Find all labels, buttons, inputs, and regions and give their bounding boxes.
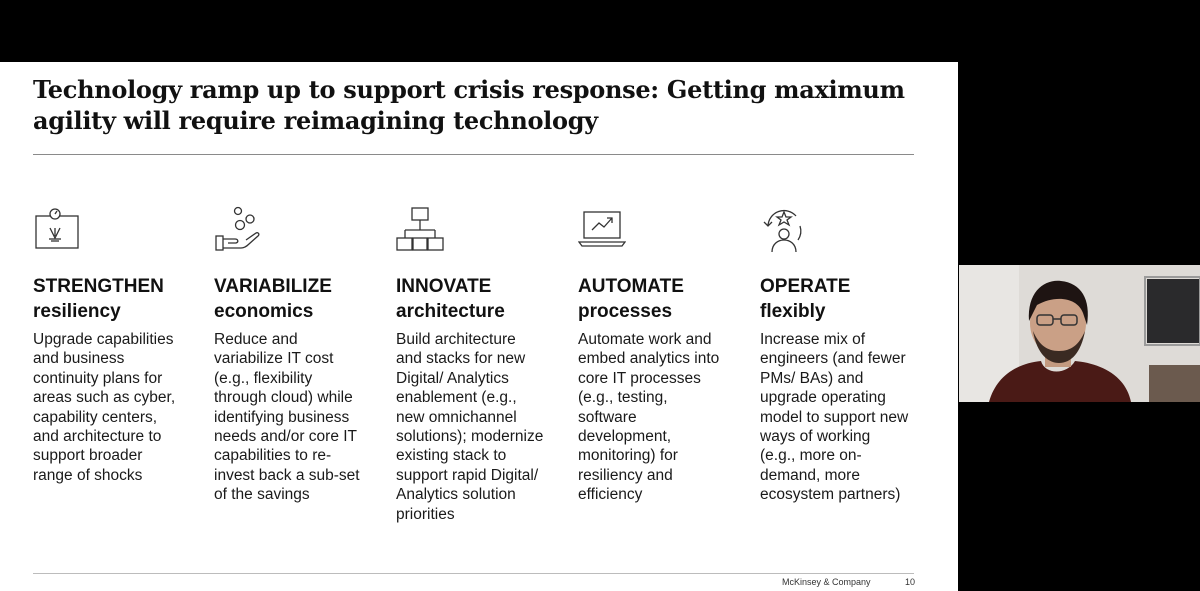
column-heading-secondary: economics (214, 301, 314, 322)
person-star-cycle-icon (760, 206, 808, 254)
column-operate (760, 206, 930, 505)
column-heading-primary: INNOVATE (396, 276, 492, 297)
column-heading-primary: OPERATE (760, 276, 851, 297)
footer-divider (33, 573, 914, 574)
slide-title: Technology ramp up to support crisis response: Getting maximum agility will require reimagining technology (33, 75, 905, 135)
laptop-trend-icon (578, 206, 626, 254)
hand-coins-icon (214, 206, 262, 254)
column-variabilize (214, 206, 384, 505)
column-heading-primary: STRENGTHEN (33, 276, 164, 297)
column-heading-primary: AUTOMATE (578, 276, 684, 297)
footer-brand: McKinsey & Company (782, 577, 871, 587)
title-divider (33, 154, 914, 155)
column-automate (578, 206, 748, 505)
monitor-gauge-icon (33, 206, 81, 254)
presenter-video-image (959, 265, 1200, 402)
page-number: 10 (905, 577, 916, 587)
column-heading-primary: VARIABILIZE (214, 276, 332, 297)
column-description: Build architecture and stacks for new Digital/ Analytics enablement (e.g., new omnichannel solutions); modernize existing stack to support rapid Digital/ Analytics solution priorities (396, 331, 544, 523)
column-description: Reduce and variabilize IT cost (e.g., flexibility through cloud) while identifying business needs and/or core IT capabilities to re- invest back a sub-set of the savings (214, 331, 360, 504)
column-heading-secondary: flexibly (760, 301, 826, 322)
column-heading-secondary: processes (578, 301, 673, 322)
column-heading-secondary: resiliency (33, 301, 121, 322)
column-heading-secondary: architecture (396, 301, 505, 322)
column-description: Upgrade capabilities and business continuity plans for areas such as cyber, capability centers, and architecture to support broader range of shocks (33, 331, 176, 484)
column-description: Increase mix of engineers (and fewer PMs/ BAs) and upgrade operating model to support new ways of working (e.g., more on- demand, more ecosystem partners) (760, 331, 909, 504)
presenter-video-feed[interactable] (959, 265, 1200, 402)
column-strengthen (33, 206, 203, 485)
org-chart-icon (396, 206, 444, 254)
presentation-slide (0, 62, 958, 591)
column-description: Automate work and embed analytics into core IT processes (e.g., testing, software development, monitoring) for resiliency and efficiency (578, 331, 720, 504)
column-innovate (396, 206, 566, 524)
